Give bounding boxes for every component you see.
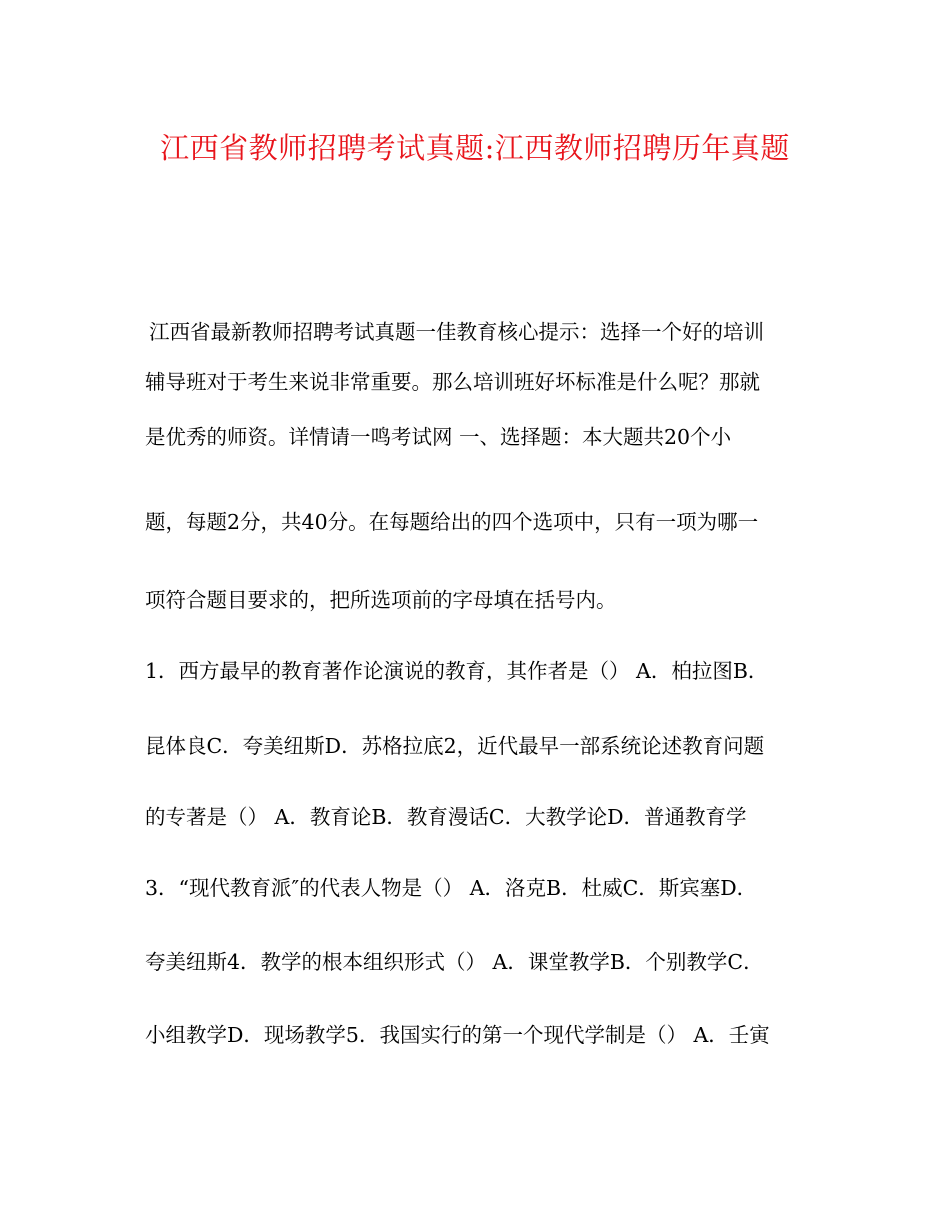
body-line: 小组教学D．现场教学5．我国实行的第一个现代学制是（） A．壬寅: [145, 1023, 770, 1047]
body-line: 题，每题2分，共40分。在每题给出的四个选项中，只有一项为哪一: [145, 510, 759, 534]
body-line: 夸美纽斯4．教学的根本组织形式（） A．课堂教学B．个别教学C．: [145, 950, 764, 974]
body-line: 1．西方最早的教育著作论演说的教育，其作者是（） A．柏拉图B．: [145, 659, 769, 683]
document-title: 江西省教师招聘考试真题:江西教师招聘历年真题: [160, 131, 790, 165]
body-line: 昆体良C．夸美纽斯D．苏格拉底2，近代最早一部系统论述教育问题: [145, 734, 765, 758]
body-line: 的专著是（） A．教育论B．教育漫话C．大教学论D．普通教育学: [145, 805, 747, 829]
body-line: 辅导班对于考生来说非常重要。那么培训班好坏标准是什么呢？那就: [145, 370, 760, 394]
body-line: 项符合题目要求的，把所选项前的字母填在括号内。: [145, 588, 617, 612]
body-line: 3．“现代教育派″的代表人物是（） A．洛克B．杜威C．斯宾塞D．: [145, 876, 758, 900]
body-line: 是优秀的师资。详情请一鸣考试网 一、选择题：本大题共20个小: [145, 425, 732, 449]
body-line: 江西省最新教师招聘考试真题一佳教育核心提示：选择一个好的培训: [149, 320, 764, 344]
